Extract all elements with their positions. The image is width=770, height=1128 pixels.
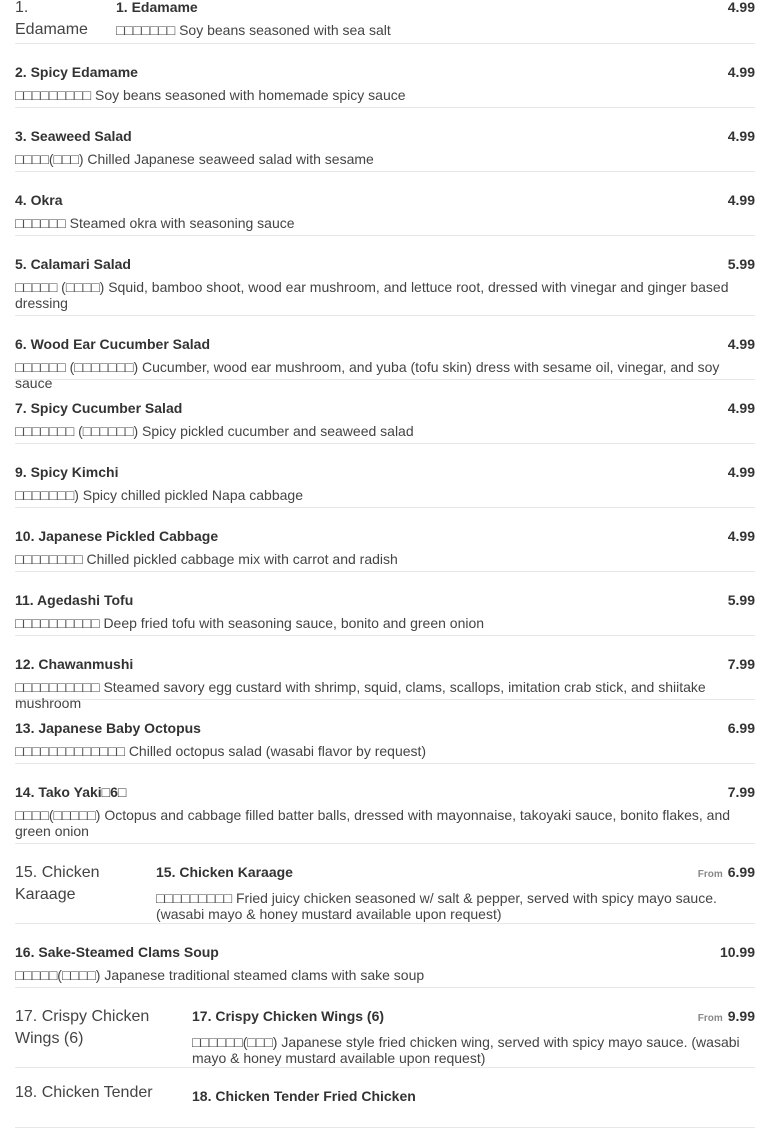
item-price: 5.99 [727,256,755,272]
item-name: 11. Agedashi Tofu [15,592,134,608]
item-price [698,864,755,883]
menu-item[interactable] [15,236,755,316]
item-price-value: 6.99 [727,864,755,880]
item-price: 7.99 [727,656,755,672]
item-name: 14. Tako Yaki□6□ [15,784,127,800]
item-price: 4.99 [727,400,755,416]
item-name: 5. Calamari Salad [15,256,131,272]
item-image: 1. Edamame [15,0,88,38]
item-description: □□□□(□□□) Chilled Japanese seaweed salad with sesame [15,151,374,167]
menu-item[interactable] [15,764,755,844]
menu-item[interactable] [15,636,755,711]
item-description: □□□□□□□ Soy beans seasoned with sea salt [116,22,391,38]
menu-item[interactable] [15,924,755,988]
item-description: □□□□□□□□□□ Deep fried tofu with seasoning sauce, bonito and green onion [15,615,485,631]
menu-item[interactable] [15,508,755,572]
item-name: 13. Japanese Baby Octopus [15,720,201,736]
item-description: □□□□□ (□□□□) Squid, bamboo shoot, wood ear mushroom, and lettuce root, dressed with vinegar and ginger based dressing [15,279,729,311]
menu-item[interactable] [15,988,755,1068]
menu-item[interactable] [15,44,755,108]
menu-item[interactable] [15,444,755,508]
item-price: 4.99 [727,528,755,544]
item-name: 1. Edamame [116,0,198,15]
item-description: □□□□□□ Steamed okra with seasoning sauce [15,215,295,231]
item-price: 4.99 [727,64,755,80]
item-name: 12. Chawanmushi [15,656,134,672]
item-price [698,1008,755,1027]
item-description: □□□□□□□□□□ Steamed savory egg custard with shrimp, squid, clams, scallops, imitation crab stick, and shiitake mushroom [15,679,706,711]
item-price: 10.99 [719,944,755,960]
item-price-value: 9.99 [727,1008,755,1024]
price-from-label: From [697,869,723,880]
item-description: □□□□□□□) Spicy chilled pickled Napa cabbage [15,487,303,503]
item-description: □□□□□(□□□□) Japanese traditional steamed clams with sake soup [15,967,425,983]
item-description: □□□□□□□□□□□□□ Chilled octopus salad (wasabi flavor by request) [15,743,427,759]
item-price: 4.99 [727,336,755,352]
item-name: 15. Chicken Karaage [156,864,293,880]
item-name: 10. Japanese Pickled Cabbage [15,528,219,544]
item-name: 16. Sake-Steamed Clams Soup [15,944,219,960]
item-description: □□□□□□□□□ Soy beans seasoned with homemade spicy sauce [15,87,406,103]
menu-item[interactable] [15,108,755,172]
item-price: 7.99 [727,784,755,800]
item-image: 15. Chicken Karaage [15,864,100,903]
item-name: 9. Spicy Kimchi [15,464,119,480]
item-price: 5.99 [727,592,755,608]
item-image: 18. Chicken Tender [15,1084,153,1101]
item-name: 7. Spicy Cucumber Salad [15,400,183,416]
item-price: 4.99 [727,128,755,144]
menu-item[interactable] [15,572,755,636]
item-name: 18. Chicken Tender Fried Chicken [192,1088,416,1104]
item-name: 17. Crispy Chicken Wings (6) [192,1008,385,1024]
item-price: 6.99 [727,720,755,736]
item-description: □□□□□□□ (□□□□□□) Spicy pickled cucumber and seaweed salad [15,423,414,439]
menu-item[interactable] [15,0,755,44]
item-description: □□□□□□ (□□□□□□□) Cucumber, wood ear mushroom, and yuba (tofu skin) dress with sesame oil, vinegar, and soy sauce [15,359,720,391]
item-name: 2. Spicy Edamame [15,64,138,80]
item-description: □□□□□□(□□□) Japanese style fried chicken wing, served with spicy mayo sauce. (wasabi mayo & honey mustard available upon request) [192,1034,740,1066]
menu-item[interactable] [15,172,755,236]
item-description: □□□□□□□□ Chilled pickled cabbage mix with carrot and radish [15,551,398,567]
item-price: 4.99 [727,464,755,480]
item-name: 4. Okra [15,192,63,208]
menu-item[interactable] [15,1068,755,1128]
item-description: □□□□□□□□□ Fried juicy chicken seasoned w/ salt & pepper, served with spicy mayo sauce. (wasabi mayo & honey mustard available upon request) [156,890,717,922]
item-description: □□□□(□□□□□) Octopus and cabbage filled batter balls, dressed with mayonnaise, takoyaki sauce, bonito flakes, and green onion [15,807,731,839]
menu-list [15,0,755,1128]
item-name: 6. Wood Ear Cucumber Salad [15,336,211,352]
price-from-label: From [697,1013,723,1024]
menu-item[interactable] [15,844,755,924]
item-price: 4.99 [727,0,755,15]
menu-item[interactable] [15,316,755,391]
item-name: 3. Seaweed Salad [15,128,132,144]
item-image: 17. Crispy Chicken Wings (6) [15,1008,150,1047]
item-price: 4.99 [727,192,755,208]
